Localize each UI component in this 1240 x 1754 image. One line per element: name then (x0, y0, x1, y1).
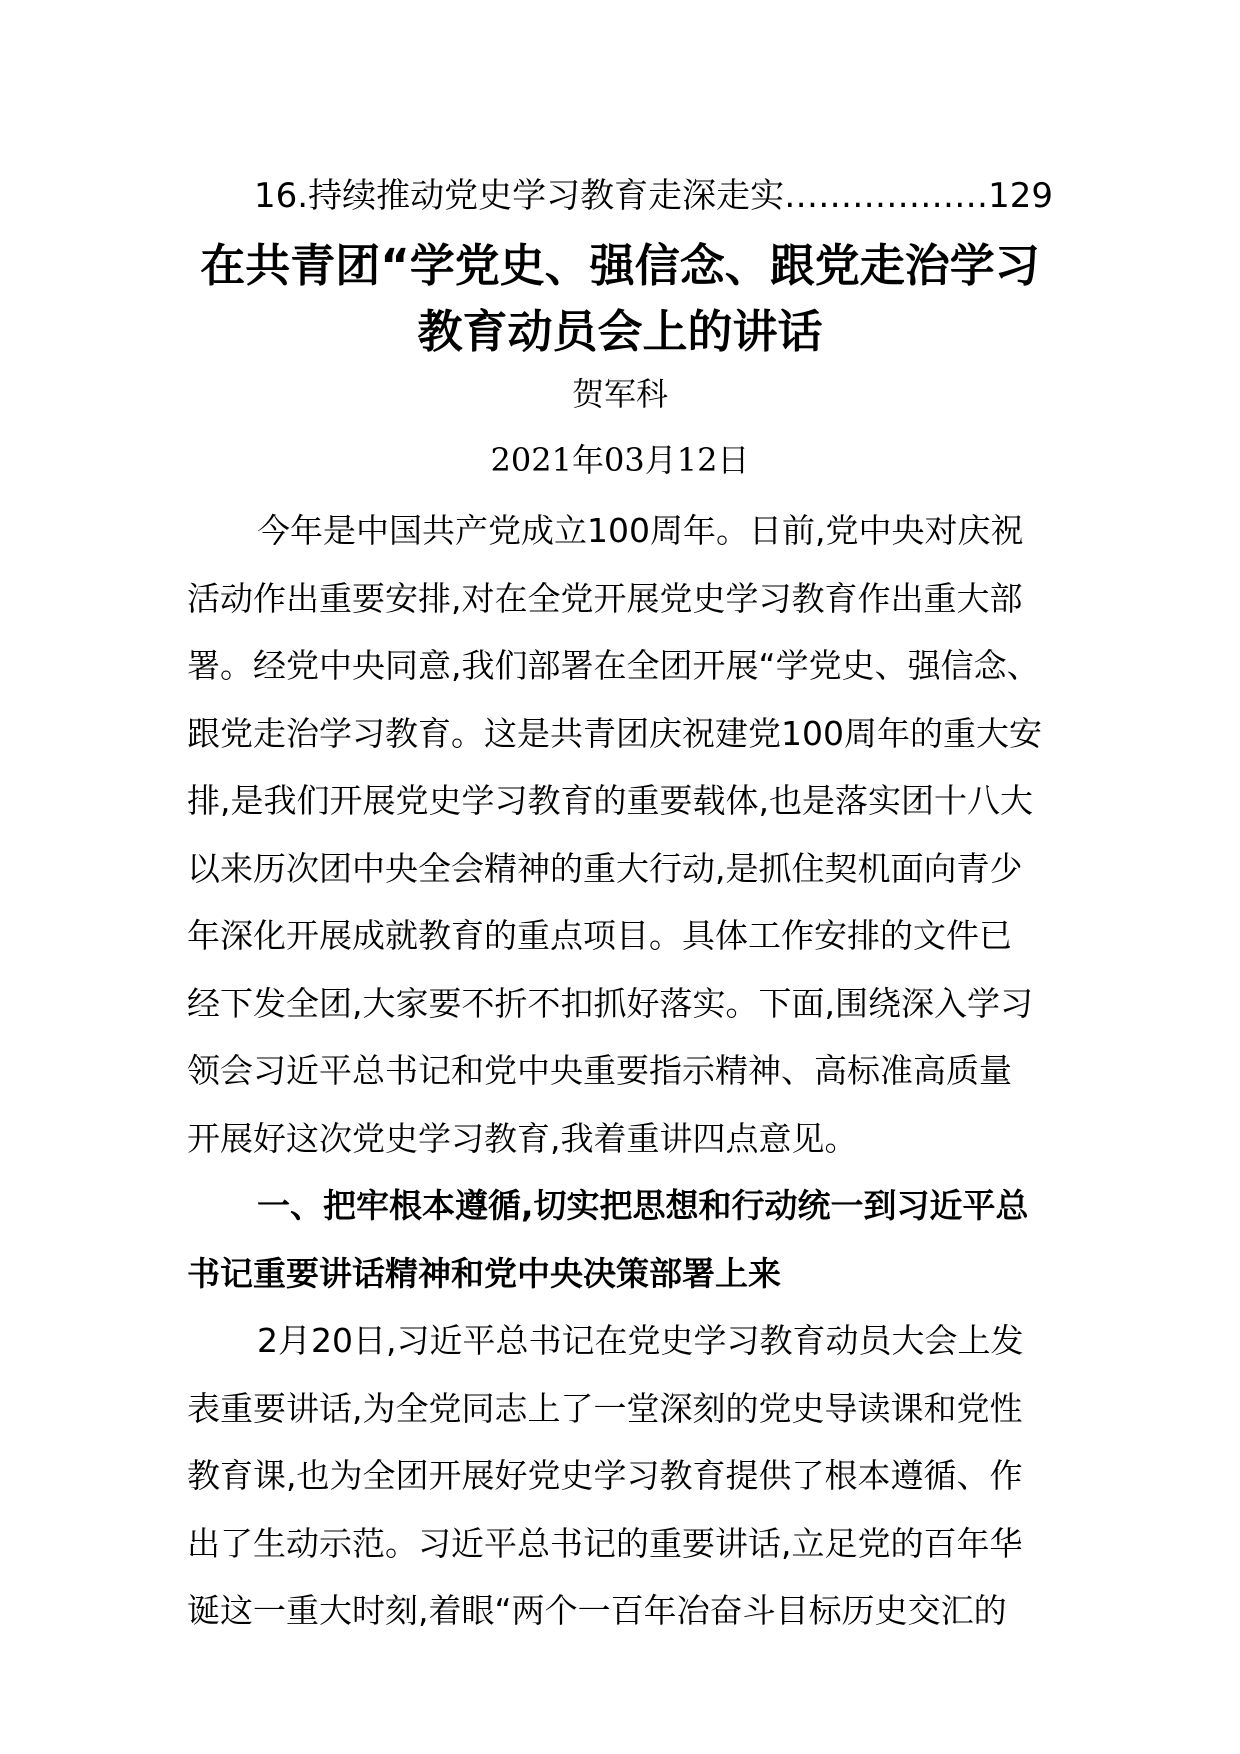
speech-title (160, 233, 1080, 365)
title-line-2: 教育动员会上的讲话 (417, 305, 823, 358)
section-heading-line: 一、把牢根本遵循,切实把思想和行动统一到习近平总 (257, 1186, 1029, 1225)
paragraph-1-line: 开展好这次党史学习教育,我着重讲四点意见。 (187, 1118, 858, 1158)
paragraph-1-line: 今年是中国共产党成立100周年。日前,党中央对庆祝 (257, 511, 1024, 550)
paragraph-1-line: 署。经党中央同意,我们部署在全团开展“学党史、强信念、 (187, 646, 1040, 685)
paragraph-2-line: 表重要讲话,为全党同志上了一堂深刻的党史导读课和党性 (187, 1388, 1023, 1428)
paragraph-1-line: 活动作出重要安排,对在全党开展党史学习教育作出重大部 (187, 578, 1023, 618)
paragraph-2-line: 诞这一重大时刻,着眼“两个一百年冶奋斗目标历史交汇的 (187, 1591, 1007, 1630)
paragraph-2-line: 出了生动示范。习近平总书记的重要讲话,立足党的百年华 (187, 1523, 1023, 1563)
section-heading-line: 书记重要讲话精神和党中央决策部署上来 (187, 1253, 781, 1293)
paragraph-2-line: 2月20日,习近平总书记在党史学习教育动员大会上发 (257, 1321, 1024, 1360)
title-line-1: 在共青团“学党史、强信念、跟党走治学习 (200, 239, 1040, 292)
speech-date: 2021年03月12日 (490, 441, 750, 479)
paragraph-1-line: 经下发全团,大家要不折不扣抓好落实。下面,围绕深入学习 (187, 983, 1033, 1023)
toc-entry[interactable]: 16.持续推动党史学习教育走深走实………………129 (254, 176, 1053, 216)
paragraph-1-line: 年深化开展成就教育的重点项目。具体工作安排的文件已 (187, 916, 1012, 955)
paragraph-1-line: 领会习近平总书记和党中央重要指示精神、高标准高质量 (187, 1051, 1012, 1090)
paragraph-1-line: 排,是我们开展党史学习教育的重要载体,也是落实团十八大 (187, 781, 1033, 820)
paragraph-2-line: 教育课,也为全团开展好党史学习教育提供了根本遵循、作 (187, 1456, 1023, 1495)
paragraph-1-line: 跟党走治学习教育。这是共青团庆祝建党100周年的重大安 (187, 713, 1042, 753)
paragraph-1-line: 以来历次团中央全会精神的重大行动,是抓住契机面向青少 (187, 848, 1023, 888)
author-name: 贺军科 (571, 375, 668, 413)
document-body (187, 497, 1067, 1645)
